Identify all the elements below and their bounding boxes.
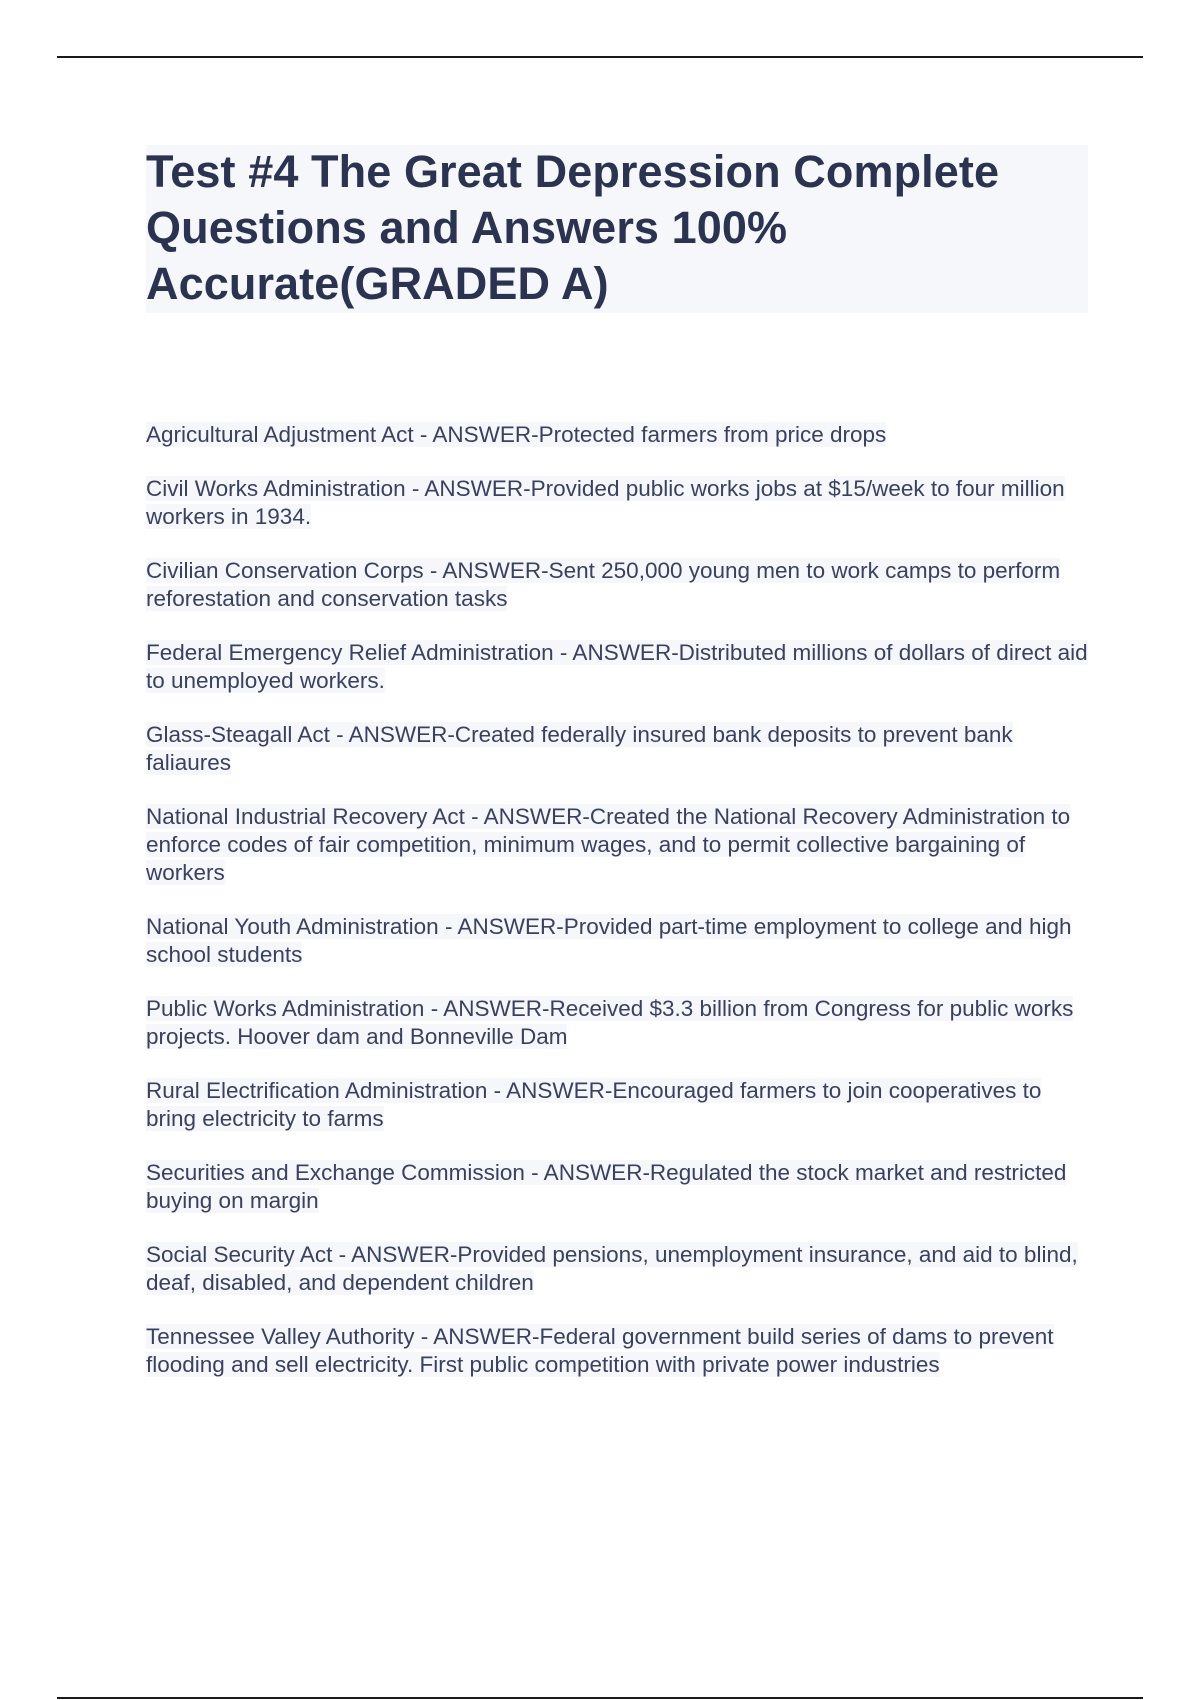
qa-text: Glass-Steagall Act - ANSWER-Created federally insured bank deposits to prevent bank faliaures xyxy=(146,722,1013,775)
qa-item xyxy=(146,639,1096,695)
qa-list xyxy=(146,421,1096,1405)
qa-text: Securities and Exchange Commission - ANSWER-Regulated the stock market and restricted buying on margin xyxy=(146,1160,1067,1213)
qa-text: Civil Works Administration - ANSWER-Provided public works jobs at $15/week to four million workers in 1934. xyxy=(146,476,1065,529)
qa-item xyxy=(146,475,1096,531)
qa-item xyxy=(146,721,1096,777)
top-rule xyxy=(57,56,1143,58)
qa-item xyxy=(146,557,1096,613)
qa-text: Tennessee Valley Authority - ANSWER-Federal government build series of dams to prevent flooding and sell electricity. First public competition with private power industries xyxy=(146,1324,1054,1377)
qa-text: Rural Electrification Administration - ANSWER-Encouraged farmers to join cooperatives to bring electricity to farms xyxy=(146,1078,1042,1131)
qa-text: Social Security Act - ANSWER-Provided pensions, unemployment insurance, and aid to blind, deaf, disabled, and dependent children xyxy=(146,1242,1078,1295)
qa-item xyxy=(146,421,1096,449)
qa-text: Civilian Conservation Corps - ANSWER-Sent 250,000 young men to work camps to perform reforestation and conservation tasks xyxy=(146,558,1061,611)
bottom-rule xyxy=(57,1697,1143,1699)
qa-item xyxy=(146,995,1096,1051)
qa-text: National Industrial Recovery Act - ANSWER-Created the National Recovery Administration to enforce codes of fair competition, minimum wages, and to permit collective bargaining of workers xyxy=(146,804,1071,885)
qa-text: Federal Emergency Relief Administration - ANSWER-Distributed millions of dollars of direct aid to unemployed workers. xyxy=(146,640,1088,693)
qa-item xyxy=(146,1323,1096,1379)
qa-item xyxy=(146,1077,1096,1133)
qa-item xyxy=(146,803,1096,887)
qa-text: Public Works Administration - ANSWER-Received $3.3 billion from Congress for public works projects. Hoover dam and Bonneville Dam xyxy=(146,996,1074,1049)
qa-item xyxy=(146,913,1096,969)
qa-item xyxy=(146,1241,1096,1297)
qa-item xyxy=(146,1159,1096,1215)
document-title: Test #4 The Great Depression Complete Questions and Answers 100% Accurate(GRADED A) xyxy=(146,146,1000,309)
qa-text: National Youth Administration - ANSWER-Provided part-time employment to college and high school students xyxy=(146,914,1072,967)
qa-text: Agricultural Adjustment Act - ANSWER-Protected farmers from price drops xyxy=(146,422,887,447)
